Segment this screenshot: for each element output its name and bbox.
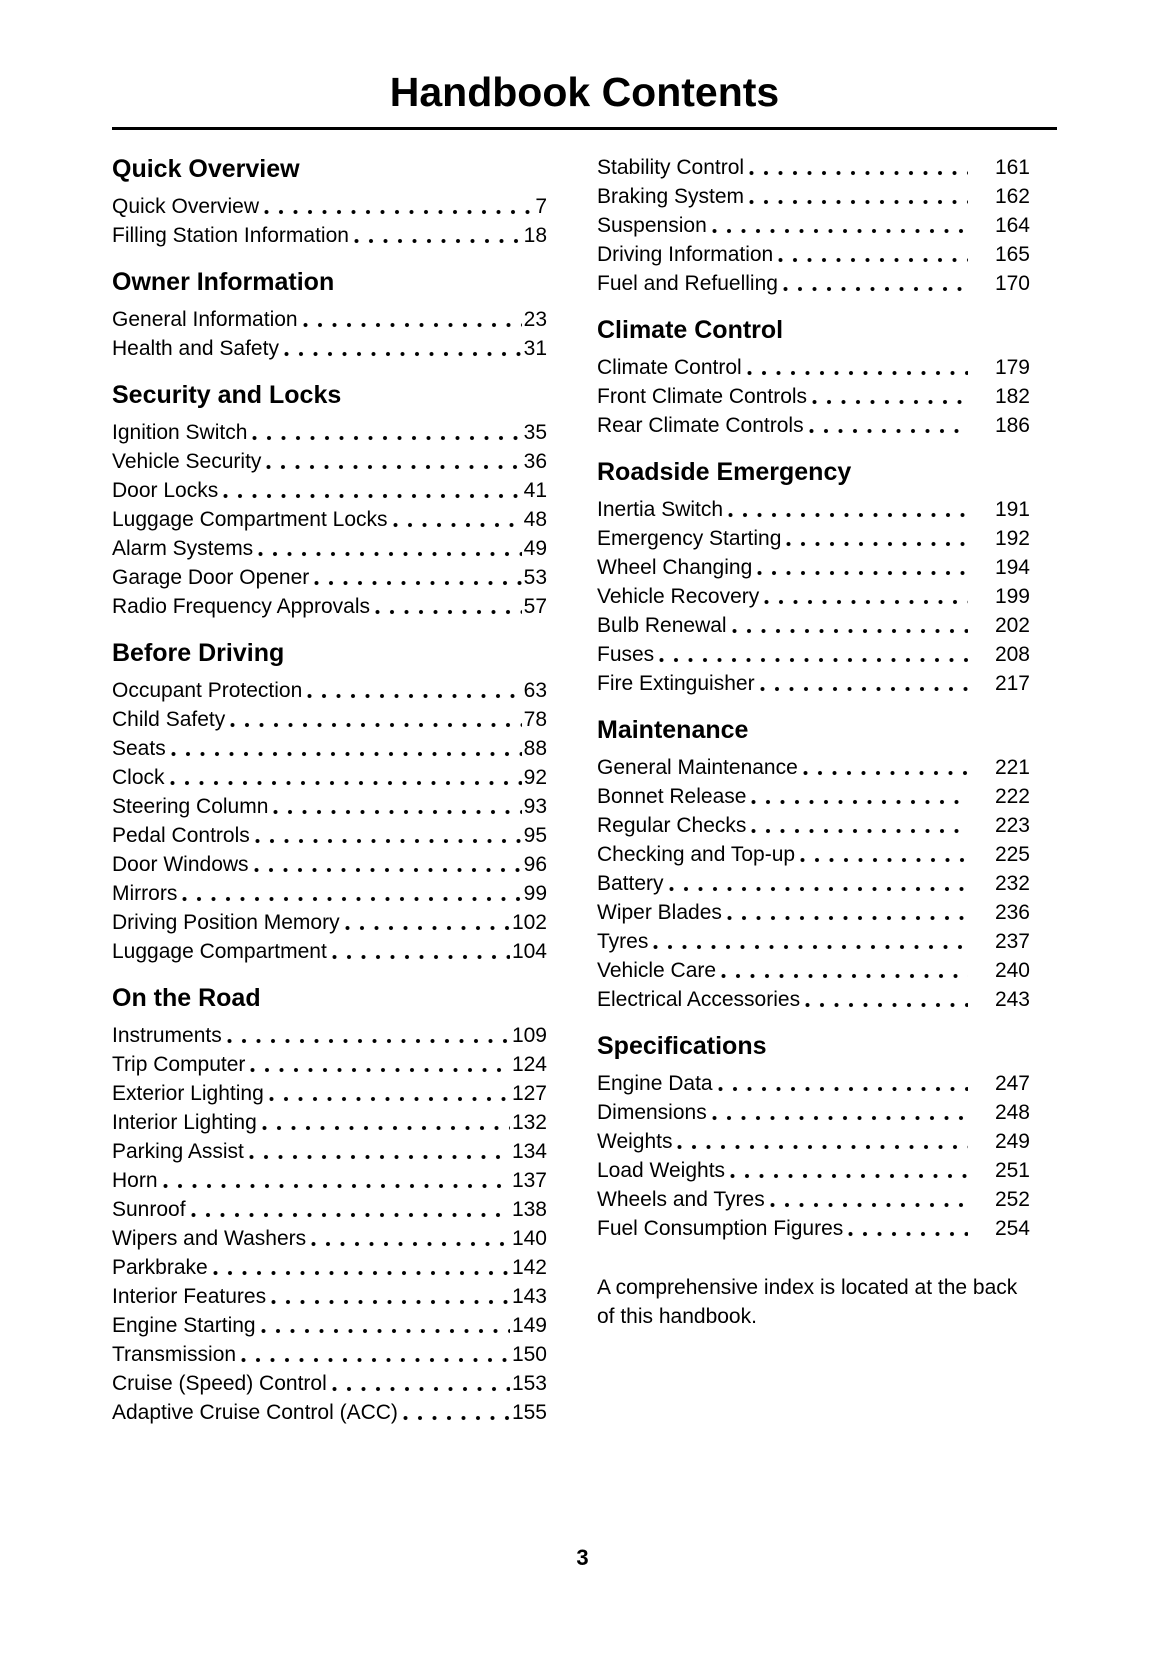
dot-leader xyxy=(778,240,968,269)
toc-section xyxy=(597,712,1030,1014)
toc-entry xyxy=(112,1311,547,1340)
entry-page-number: 35 xyxy=(523,421,547,444)
toc-entry xyxy=(112,1050,547,1079)
entry-page-number: 142 xyxy=(511,1256,547,1279)
dot-leader xyxy=(345,908,510,937)
toc-entry xyxy=(597,153,1030,182)
toc-entry xyxy=(597,898,1030,927)
entry-page-number: 78 xyxy=(523,708,547,731)
toc-entry xyxy=(112,1398,547,1427)
section-heading: Before Driving xyxy=(112,639,285,667)
entry-page-number: 194 xyxy=(994,556,1030,579)
entry-page-number: 161 xyxy=(994,156,1030,179)
entry-page-number: 63 xyxy=(523,679,547,702)
entry-label: Sunroof xyxy=(112,1198,186,1221)
entry-page-number: 7 xyxy=(535,195,547,218)
toc-entry xyxy=(597,869,1030,898)
entry-page-number: 31 xyxy=(523,337,547,360)
dot-leader xyxy=(677,1127,968,1156)
dot-leader xyxy=(757,553,968,582)
dot-leader xyxy=(258,534,521,563)
dot-leader xyxy=(764,582,968,611)
dot-leader xyxy=(261,1311,510,1340)
dot-leader xyxy=(266,447,521,476)
entry-page-number: 199 xyxy=(994,585,1030,608)
entry-label: Weights xyxy=(597,1130,673,1153)
toc-entry xyxy=(597,640,1030,669)
toc-entry xyxy=(112,734,547,763)
entry-page-number: 132 xyxy=(511,1111,547,1134)
toc-entry xyxy=(112,447,547,476)
entry-label: Quick Overview xyxy=(112,195,260,218)
entry-page-number: 164 xyxy=(994,214,1030,237)
toc-section xyxy=(597,312,1030,440)
entry-page-number: 138 xyxy=(511,1198,547,1221)
toc-section xyxy=(112,151,547,250)
dot-leader xyxy=(809,411,968,440)
entry-page-number: 150 xyxy=(511,1343,547,1366)
entry-label: Wipers and Washers xyxy=(112,1227,307,1250)
entry-label: Wiper Blades xyxy=(597,901,722,924)
entry-page-number: 202 xyxy=(994,614,1030,637)
toc-entry xyxy=(597,927,1030,956)
dot-leader xyxy=(749,182,968,211)
dot-leader xyxy=(747,353,968,382)
toc-entry xyxy=(112,879,547,908)
dot-leader xyxy=(659,640,968,669)
entry-label: Engine Starting xyxy=(112,1314,256,1337)
entry-page-number: 99 xyxy=(523,882,547,905)
entry-page-number: 182 xyxy=(994,385,1030,408)
dot-leader xyxy=(241,1340,510,1369)
dot-leader xyxy=(375,592,522,621)
entry-label: Health and Safety xyxy=(112,337,279,360)
entry-label: Electrical Accessories xyxy=(597,988,801,1011)
toc-entry xyxy=(112,418,547,447)
dot-leader xyxy=(848,1214,968,1243)
entry-page-number: 95 xyxy=(523,824,547,847)
contents-columns xyxy=(112,151,1057,1427)
dot-leader xyxy=(230,705,521,734)
toc-entry xyxy=(112,221,547,250)
section-heading: Maintenance xyxy=(597,716,749,744)
entry-label: Bonnet Release xyxy=(597,785,747,808)
entry-page-number: 104 xyxy=(511,940,547,963)
toc-entry xyxy=(112,1253,547,1282)
toc-entry xyxy=(597,1127,1030,1156)
section-heading: On the Road xyxy=(112,984,261,1012)
dot-leader xyxy=(770,1185,968,1214)
entry-label: Inertia Switch xyxy=(597,498,724,521)
toc-entry xyxy=(112,334,547,363)
toc-entry xyxy=(597,553,1030,582)
entry-page-number: 149 xyxy=(511,1314,547,1337)
toc-entry xyxy=(112,937,547,966)
dot-leader xyxy=(332,937,510,966)
title-rule xyxy=(112,127,1057,130)
entry-page-number: 49 xyxy=(523,537,547,560)
dot-leader xyxy=(749,153,968,182)
entry-label: Luggage Compartment Locks xyxy=(112,508,388,531)
entry-label: Alarm Systems xyxy=(112,537,254,560)
entry-page-number: 192 xyxy=(994,527,1030,550)
toc-entry xyxy=(112,705,547,734)
toc-entry xyxy=(112,563,547,592)
dot-leader xyxy=(271,1282,510,1311)
entry-label: Driving Position Memory xyxy=(112,911,340,934)
entry-page-number: 143 xyxy=(511,1285,547,1308)
toc-section xyxy=(112,377,547,621)
entry-label: Wheels and Tyres xyxy=(597,1188,765,1211)
section-heading: Specifications xyxy=(597,1032,767,1060)
entry-page-number: 124 xyxy=(511,1053,547,1076)
section-heading: Climate Control xyxy=(597,316,784,344)
toc-section xyxy=(112,980,547,1427)
dot-leader xyxy=(751,811,968,840)
dot-leader xyxy=(311,1224,510,1253)
entry-page-number: 41 xyxy=(523,479,547,502)
dot-leader xyxy=(254,850,522,879)
dot-leader xyxy=(284,334,522,363)
dot-leader xyxy=(751,782,968,811)
entry-page-number: 237 xyxy=(994,930,1030,953)
toc-entry xyxy=(597,1214,1030,1243)
entry-label: Dimensions xyxy=(597,1101,707,1124)
section-heading: Quick Overview xyxy=(112,155,300,183)
entry-label: Door Windows xyxy=(112,853,249,876)
toc-entry xyxy=(112,792,547,821)
dot-leader xyxy=(249,1137,510,1166)
entry-page-number: 48 xyxy=(523,508,547,531)
entry-label: Bulb Renewal xyxy=(597,614,727,637)
entry-page-number: 186 xyxy=(994,414,1030,437)
entry-page-number: 92 xyxy=(523,766,547,789)
toc-entry xyxy=(597,411,1030,440)
dot-leader xyxy=(805,985,968,1014)
dot-leader xyxy=(332,1369,510,1398)
entry-page-number: 225 xyxy=(994,843,1030,866)
entry-page-number: 254 xyxy=(994,1217,1030,1240)
toc-entry xyxy=(112,676,547,705)
entry-page-number: 109 xyxy=(511,1024,547,1047)
dot-leader xyxy=(307,676,521,705)
entry-label: Adaptive Cruise Control (ACC) xyxy=(112,1401,398,1424)
toc-entry xyxy=(597,211,1030,240)
entry-label: Suspension xyxy=(597,214,707,237)
toc-entry xyxy=(597,240,1030,269)
toc-entry xyxy=(112,1195,547,1224)
toc-entry xyxy=(112,908,547,937)
toc-entry xyxy=(112,1137,547,1166)
entry-label: Clock xyxy=(112,766,165,789)
entry-label: Front Climate Controls xyxy=(597,385,808,408)
entry-label: Rear Climate Controls xyxy=(597,414,804,437)
entry-label: General Information xyxy=(112,308,298,331)
dot-leader xyxy=(712,211,968,240)
dot-leader xyxy=(250,1050,510,1079)
entry-page-number: 96 xyxy=(523,853,547,876)
toc-entry xyxy=(112,1021,547,1050)
entry-label: Driving Information xyxy=(597,243,774,266)
toc-entry xyxy=(597,524,1030,553)
dot-leader xyxy=(223,476,521,505)
dot-leader xyxy=(213,1253,510,1282)
toc-entry xyxy=(112,1340,547,1369)
dot-leader xyxy=(264,192,533,221)
entry-page-number: 251 xyxy=(994,1159,1030,1182)
dot-leader xyxy=(163,1166,510,1195)
entry-page-number: 179 xyxy=(994,356,1030,379)
entry-page-number: 170 xyxy=(994,272,1030,295)
entry-page-number: 248 xyxy=(994,1101,1030,1124)
entry-label: Radio Frequency Approvals xyxy=(112,595,370,618)
toc-entry xyxy=(112,592,547,621)
contents-column-right xyxy=(597,151,1030,1427)
entry-label: Wheel Changing xyxy=(597,556,753,579)
dot-leader xyxy=(803,753,968,782)
entry-label: Transmission xyxy=(112,1343,237,1366)
dot-leader xyxy=(728,495,968,524)
entry-page-number: 249 xyxy=(994,1130,1030,1153)
entry-page-number: 208 xyxy=(994,643,1030,666)
dot-leader xyxy=(730,1156,968,1185)
toc-entry xyxy=(597,1156,1030,1185)
entry-label: Horn xyxy=(112,1169,158,1192)
entry-label: General Maintenance xyxy=(597,756,798,779)
toc-section xyxy=(112,635,547,966)
toc-entry xyxy=(112,1166,547,1195)
toc-entry xyxy=(597,1069,1030,1098)
section-heading: Roadside Emergency xyxy=(597,458,852,486)
dot-leader xyxy=(303,305,522,334)
dot-leader xyxy=(800,840,968,869)
entry-page-number: 23 xyxy=(523,308,547,331)
toc-entry xyxy=(112,1224,547,1253)
dot-leader xyxy=(783,269,968,298)
dot-leader xyxy=(314,563,521,592)
section-heading: Security and Locks xyxy=(112,381,342,409)
entry-page-number: 221 xyxy=(994,756,1030,779)
toc-section xyxy=(597,153,1030,298)
toc-entry xyxy=(597,353,1030,382)
entry-page-number: 155 xyxy=(511,1401,547,1424)
entry-label: Stability Control xyxy=(597,156,745,179)
toc-entry xyxy=(597,985,1030,1014)
entry-label: Interior Features xyxy=(112,1285,267,1308)
dot-leader xyxy=(354,221,522,250)
entry-page-number: 240 xyxy=(994,959,1030,982)
entry-label: Regular Checks xyxy=(597,814,747,837)
entry-label: Filling Station Information xyxy=(112,224,349,247)
dot-leader xyxy=(393,505,522,534)
toc-entry xyxy=(597,1098,1030,1127)
entry-label: Vehicle Care xyxy=(597,959,717,982)
toc-entry xyxy=(597,669,1030,698)
toc-entry xyxy=(597,956,1030,985)
entry-page-number: 247 xyxy=(994,1072,1030,1095)
toc-entry xyxy=(112,1369,547,1398)
entry-label: Emergency Starting xyxy=(597,527,782,550)
dot-leader xyxy=(760,669,968,698)
entry-page-number: 222 xyxy=(994,785,1030,808)
dot-leader xyxy=(191,1195,510,1224)
dot-leader xyxy=(269,1079,510,1108)
entry-page-number: 232 xyxy=(994,872,1030,895)
toc-entry xyxy=(112,1282,547,1311)
entry-page-number: 162 xyxy=(994,185,1030,208)
entry-label: Door Locks xyxy=(112,479,219,502)
toc-entry xyxy=(597,811,1030,840)
entry-page-number: 140 xyxy=(511,1227,547,1250)
toc-entry xyxy=(112,850,547,879)
entry-page-number: 236 xyxy=(994,901,1030,924)
entry-label: Trip Computer xyxy=(112,1053,246,1076)
section-heading: Owner Information xyxy=(112,268,335,296)
toc-entry xyxy=(597,582,1030,611)
entry-label: Interior Lighting xyxy=(112,1111,257,1134)
toc-entry xyxy=(112,192,547,221)
dot-leader xyxy=(718,1069,968,1098)
entry-page-number: 57 xyxy=(523,595,547,618)
entry-label: Child Safety xyxy=(112,708,226,731)
page-title: Handbook Contents xyxy=(389,69,780,115)
entry-page-number: 252 xyxy=(994,1188,1030,1211)
page-number: 3 xyxy=(576,1545,589,1570)
dot-leader xyxy=(786,524,968,553)
entry-page-number: 88 xyxy=(523,737,547,760)
toc-entry xyxy=(112,763,547,792)
toc-entry xyxy=(112,305,547,334)
toc-entry xyxy=(597,382,1030,411)
entry-label: Ignition Switch xyxy=(112,421,248,444)
entry-label: Cruise (Speed) Control xyxy=(112,1372,327,1395)
entry-label: Luggage Compartment xyxy=(112,940,327,963)
dot-leader xyxy=(721,956,968,985)
toc-section xyxy=(597,1028,1030,1243)
dot-leader xyxy=(182,879,521,908)
entry-label: Instruments xyxy=(112,1024,222,1047)
entry-label: Tyres xyxy=(597,930,649,953)
entry-label: Fuel Consumption Figures xyxy=(597,1217,844,1240)
entry-label: Pedal Controls xyxy=(112,824,250,847)
entry-label: Exterior Lighting xyxy=(112,1082,264,1105)
entry-page-number: 137 xyxy=(511,1169,547,1192)
entry-label: Seats xyxy=(112,737,166,760)
entry-label: Parkbrake xyxy=(112,1256,208,1279)
entry-label: Fuel and Refuelling xyxy=(597,272,778,295)
toc-entry xyxy=(597,753,1030,782)
toc-entry xyxy=(597,1185,1030,1214)
dot-leader xyxy=(669,869,968,898)
entry-label: Mirrors xyxy=(112,882,178,905)
dot-leader xyxy=(171,734,522,763)
dot-leader xyxy=(403,1398,510,1427)
entry-page-number: 153 xyxy=(511,1372,547,1395)
entry-page-number: 102 xyxy=(511,911,547,934)
entry-page-number: 127 xyxy=(511,1082,547,1105)
entry-page-number: 191 xyxy=(994,498,1030,521)
entry-label: Steering Column xyxy=(112,795,269,818)
toc-section xyxy=(112,264,547,363)
entry-label: Vehicle Security xyxy=(112,450,262,473)
dot-leader xyxy=(262,1108,510,1137)
entry-label: Vehicle Recovery xyxy=(597,585,760,608)
entry-label: Occupant Protection xyxy=(112,679,303,702)
toc-entry xyxy=(597,182,1030,211)
dot-leader xyxy=(812,382,968,411)
dot-leader xyxy=(170,763,522,792)
entry-page-number: 18 xyxy=(523,224,547,247)
entry-label: Garage Door Opener xyxy=(112,566,310,589)
contents-column-left xyxy=(112,151,547,1427)
entry-page-number: 134 xyxy=(511,1140,547,1163)
dot-leader xyxy=(712,1098,968,1127)
toc-entry xyxy=(112,534,547,563)
toc-entry xyxy=(597,611,1030,640)
toc-section xyxy=(597,454,1030,698)
entry-page-number: 165 xyxy=(994,243,1030,266)
toc-entry xyxy=(597,495,1030,524)
entry-label: Load Weights xyxy=(597,1159,726,1182)
dot-leader xyxy=(727,898,968,927)
entry-label: Parking Assist xyxy=(112,1140,244,1163)
entry-page-number: 53 xyxy=(523,566,547,589)
entry-page-number: 93 xyxy=(523,795,547,818)
toc-entry xyxy=(112,1079,547,1108)
index-note: A comprehensive index is located at the back of this handbook. xyxy=(597,1276,1018,1328)
entry-label: Engine Data xyxy=(597,1072,713,1095)
toc-entry xyxy=(597,269,1030,298)
toc-entry xyxy=(597,782,1030,811)
entry-page-number: 36 xyxy=(523,450,547,473)
entry-page-number: 243 xyxy=(994,988,1030,1011)
dot-leader xyxy=(732,611,968,640)
entry-label: Braking System xyxy=(597,185,745,208)
entry-label: Checking and Top-up xyxy=(597,843,796,866)
toc-entry xyxy=(112,821,547,850)
entry-label: Fire Extinguisher xyxy=(597,672,755,695)
dot-leader xyxy=(252,418,521,447)
entry-page-number: 217 xyxy=(994,672,1030,695)
dot-leader xyxy=(653,927,968,956)
dot-leader xyxy=(255,821,522,850)
entry-page-number: 223 xyxy=(994,814,1030,837)
entry-label: Battery xyxy=(597,872,664,895)
dot-leader xyxy=(273,792,521,821)
toc-entry xyxy=(112,505,547,534)
entry-label: Fuses xyxy=(597,643,655,666)
toc-entry xyxy=(597,840,1030,869)
toc-entry xyxy=(112,476,547,505)
entry-label: Climate Control xyxy=(597,356,742,379)
dot-leader xyxy=(227,1021,510,1050)
toc-entry xyxy=(112,1108,547,1137)
